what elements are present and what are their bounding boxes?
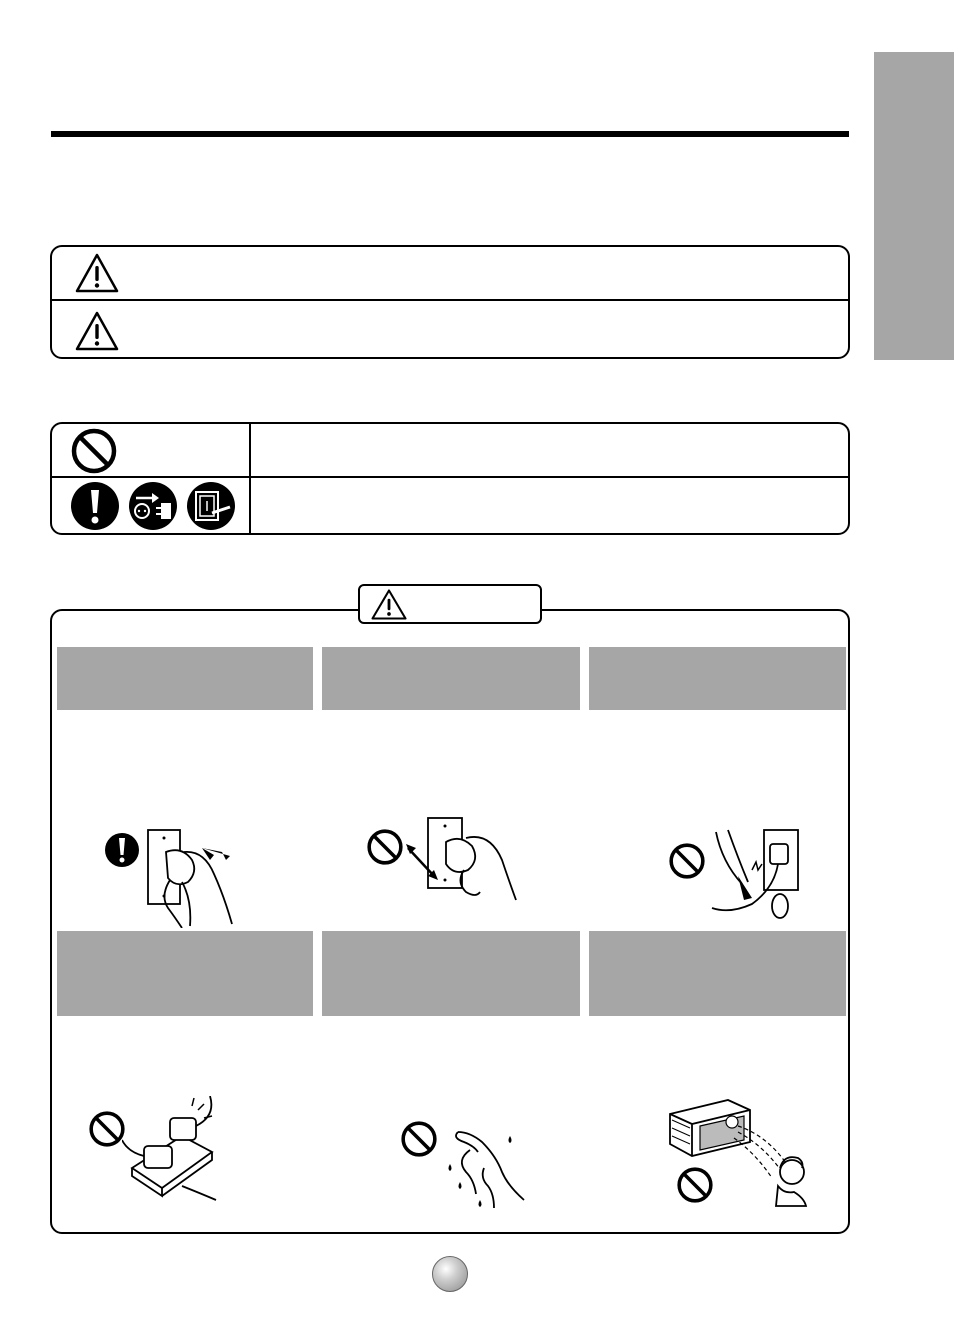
prohibited-icon (70, 427, 118, 475)
plug-insert-illustration (144, 822, 244, 928)
prohibited-icon (88, 1110, 126, 1148)
panel-no-wet-hands-header (322, 931, 580, 1016)
panel-insert-plug-securely-header (57, 647, 313, 710)
ground-icon (186, 481, 236, 531)
prohibited-icon (668, 842, 706, 880)
prohibited-icon (366, 828, 404, 866)
mandatory-exclamation-icon (70, 481, 120, 531)
warning-triangle-icon (74, 252, 120, 294)
warning-label-triangle-icon (370, 588, 408, 621)
cord-cutting-illustration (708, 826, 804, 922)
page-number-marker (432, 1256, 468, 1292)
unplug-icon (128, 481, 178, 531)
caution-triangle-icon (74, 310, 120, 352)
warning-levels-box (50, 245, 850, 359)
air-conditioner-child-illustration (668, 1098, 812, 1210)
panel-do-not-share-outlet-header (57, 931, 313, 1016)
warning-levels-divider (50, 299, 850, 301)
symbols-column-divider (249, 422, 251, 535)
side-tab (874, 52, 954, 360)
multi-plug-illustration (122, 1096, 220, 1204)
prohibited-icon (400, 1120, 438, 1158)
panel-no-direct-airflow-header (589, 931, 846, 1016)
wet-hand-illustration (440, 1124, 532, 1212)
title-rule (51, 131, 849, 137)
panel-do-not-damage-cord-header (589, 647, 846, 710)
plug-wiggle-illustration (404, 814, 520, 904)
symbols-divider (50, 476, 850, 478)
panel-do-not-move-plug-header (322, 647, 580, 710)
mandatory-exclamation-icon (104, 832, 140, 868)
